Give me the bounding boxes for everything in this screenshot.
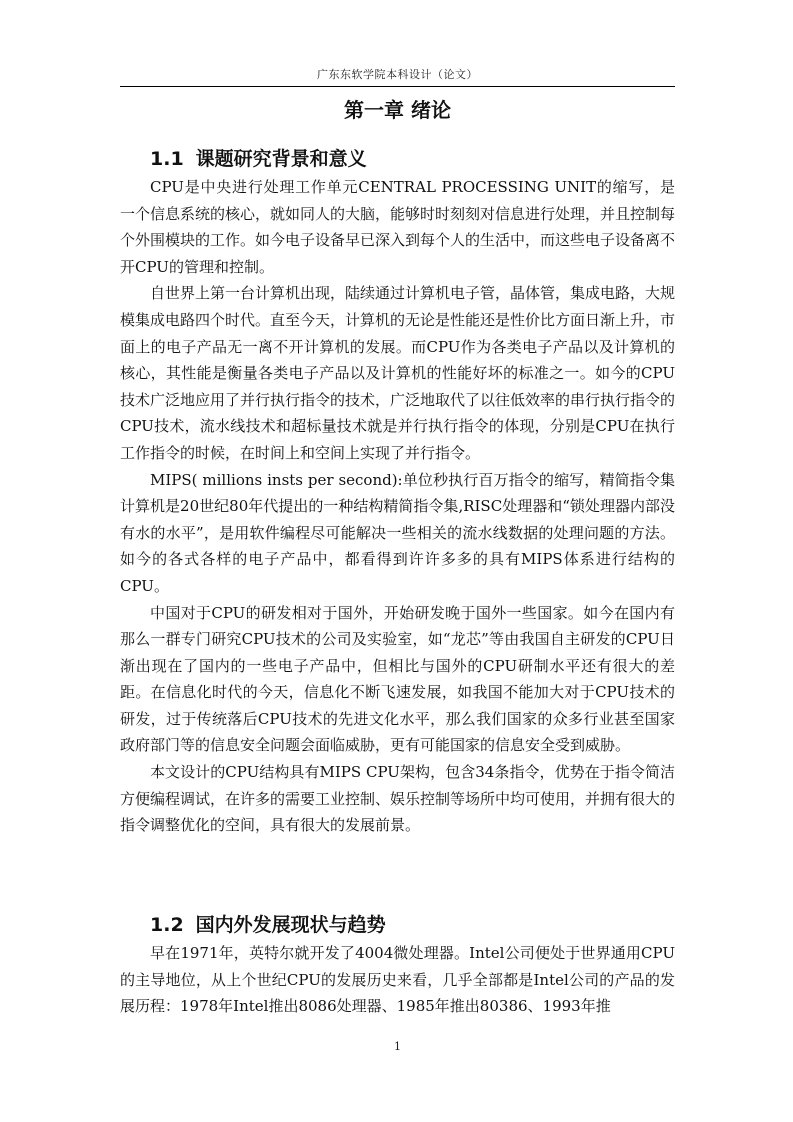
paragraph: 早在1971年，英特尔就开发了4004微处理器。Intel公司便处于世界通用CPU的主导地位，从上个世纪CPU的发展历史来看，几乎全部都是Intel公司的产品的发展历程：1978年Intel推出8086处理器、1985年推出80386、1993年推 — [120, 944, 675, 1016]
section-title: 国内外发展现状与趋势 — [195, 914, 386, 936]
paragraph: 中国对于CPU的研发相对于国外，开始研发晚于国外一些国家。如今在国内有那么一群专门研究CPU技术的公司及实验室，如“龙芯”等由我国自主研发的CPU日渐出现在了国内的一些电子产品中，但相比与国外的CPU研制水平还有很大的差距。在信息化时代的今天，信息化不断飞速发展，如我国不能加大对于CPU技术的研发，过于传统落后CPU技术的先进文化水平，那么我们国家的众多行业甚至国家政府部门等的信息安全问题会面临威胁，更有可能国家的信息安全受到威胁。 — [120, 603, 675, 755]
chapter-title: 第一章 绪论 — [344, 98, 451, 122]
section-number: 1.1 — [150, 148, 184, 170]
header-rule — [120, 86, 675, 87]
section-body-1-1 — [120, 174, 675, 839]
page-number: 1 — [394, 1040, 401, 1053]
section-title: 课题研究背景和意义 — [195, 148, 367, 170]
section-number: 1.2 — [150, 914, 184, 936]
paragraph: CPU是中央进行处理工作单元CENTRAL PROCESSING UNIT的缩写，是一个信息系统的核心，就如同人的大脑，能够时时刻刻对信息进行处理，并且控制每个外围模块的工作。如今电子设备早已深入到每个人的生活中，而这些电子设备离不开CPU的管理和控制。 — [120, 178, 676, 276]
running-header: 广东东软学院本科设计（论文） — [317, 68, 478, 81]
paragraph: MIPS( millions insts per second):单位秒执行百万指令的缩写，精简指令集计算机是20世纪80年代提出的一种结构精简指令集,RISC处理器和“锁处理器内部没有水的水平”，是用软件编程尽可能解决一些相关的流水线数据的处理问题的方法。如今的各式各样的电子产品中，都看得到许许多多的具有MIPS体系进行结构的CPU。 — [120, 470, 675, 595]
paragraph: 本文设计的CPU结构具有MIPS CPU架构，包含34条指令，优势在于指令简洁方便编程调试，在许多的需要工业控制、娱乐控制等场所中均可使用，并拥有很大的指令调整优化的空间，具有很大的发展前景。 — [120, 763, 676, 835]
paragraph: 自世界上第一台计算机出现，陆续通过计算机电子管，晶体管，集成电路，大规模集成电路四个时代。直至今天，计算机的无论是性能还是性价比方面日渐上升，市面上的电子产品无一离不开计算机的发展。而CPU作为各类电子产品以及计算机的核心，其性能是衡量各类电子产品以及计算机的性能好坏的标准之一。如今的CPU技术广泛地应用了并行执行指令的技术，广泛地取代了以往低效率的串行执行指令的CPU技术，流水线技术和超标量技术就是并行执行指令的体现，分别是CPU在执行工作指令的时候，在时间上和空间上实现了并行指令。 — [120, 284, 676, 462]
section-heading-1-2 — [150, 910, 690, 940]
section-heading-1-1 — [150, 144, 690, 174]
section-body-1-2 — [120, 940, 675, 1020]
